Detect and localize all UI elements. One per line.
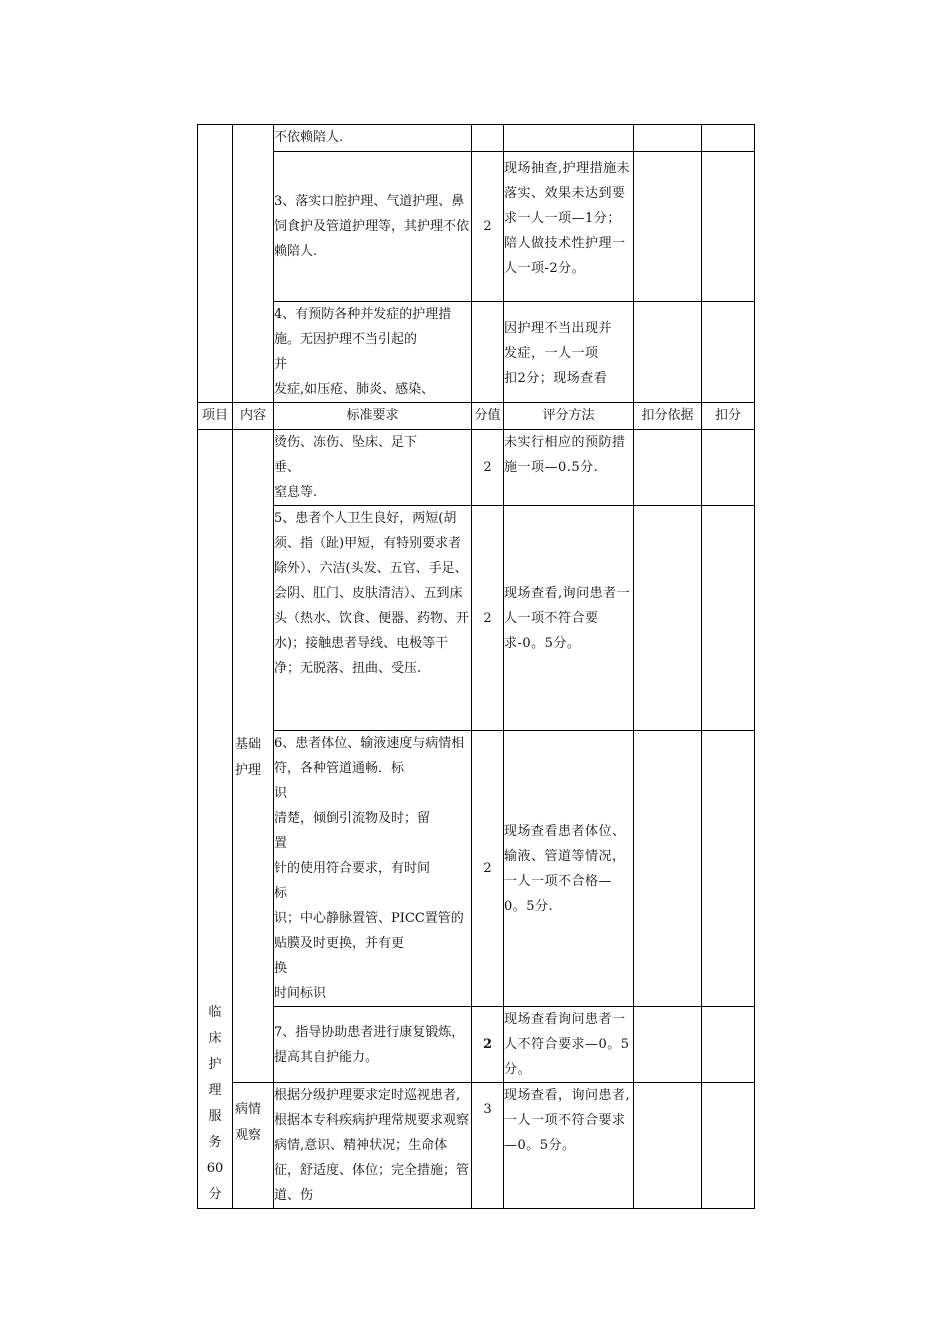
basis-cell xyxy=(634,302,702,403)
basis-cell xyxy=(634,152,702,302)
deduct-cell xyxy=(702,430,755,506)
item-char: 服 xyxy=(208,1109,222,1124)
score-cell: 2 xyxy=(472,1007,504,1083)
standard-cell: 3、落实口腔护理、气道护理、鼻饲食护及管道护理等，其护理不依赖陪人. xyxy=(274,152,472,302)
content-cell-continued xyxy=(233,125,274,403)
basis-cell xyxy=(634,731,702,1007)
deduct-cell xyxy=(702,731,755,1007)
header-deduct: 扣分 xyxy=(702,403,755,430)
item-char: 60 xyxy=(206,1161,224,1176)
method-cell xyxy=(504,125,634,152)
score-cell: 3 xyxy=(472,1083,504,1209)
header-content: 内容 xyxy=(233,403,274,430)
deduct-cell xyxy=(702,1007,755,1083)
standard-cell: 7、指导协助患者进行康复锻炼，提高其自护能力。 xyxy=(274,1007,472,1083)
method-cell: 现场查看询问患者一人不符合要求—0。5分。 xyxy=(504,1007,634,1083)
score-cell xyxy=(472,302,504,403)
deduct-cell xyxy=(702,506,755,731)
deduct-cell xyxy=(702,152,755,302)
header-standard: 标准要求 xyxy=(274,403,472,430)
content-label: 基础护理 xyxy=(235,737,262,778)
header-basis: 扣分依据 xyxy=(634,403,702,430)
standard-cell: 4、有预防各种并发症的护理措施。无因护理不当引起的 并 发症,如压疮、肺炎、感染、 xyxy=(274,302,472,403)
item-char: 务 xyxy=(208,1135,222,1150)
score-cell xyxy=(472,125,504,152)
score-cell: 2 xyxy=(472,152,504,302)
standard-cell: 根据分级护理要求定时巡视患者,根据本专科疾病护理常规要求观察病情,意识、精神状况；生命体征，舒适度、体位；完全措施；管道、伤 xyxy=(274,1083,472,1209)
score-cell: 2 xyxy=(472,731,504,1007)
score-cell: 2 xyxy=(472,430,504,506)
content-observation xyxy=(233,1083,274,1209)
standard-cell: 6、患者体位、输液速度与病情相符，各种管道通畅．标 识 清楚，倾倒引流物及时；留 置 针的使用符合要求，有时间 标 识；中心静脉置管、PICC置管的贴膜及时更换，并有更 换 时间标识 xyxy=(274,731,472,1007)
header-item: 项目 xyxy=(198,403,233,430)
item-cell-continued xyxy=(198,125,233,403)
method-cell: 因护理不当出现并 发症，一人一项 扣2分；现场查看 xyxy=(504,302,634,403)
basis-cell xyxy=(634,430,702,506)
method-cell: 现场查看，询问患者,一人一项不符合要求—0。5分。 xyxy=(504,1083,634,1209)
item-char: 护 xyxy=(208,1057,222,1072)
header-score: 分值 xyxy=(472,403,504,430)
table-header-row xyxy=(198,403,755,430)
item-label xyxy=(198,430,233,1209)
item-char: 理 xyxy=(208,1083,222,1098)
standard-cell: 5、患者个人卫生良好，两短(胡须、指（趾)甲短，有特别要求者除外）、六洁(头发、五官、手足、会阴、肛门、皮肤清洁）、五到床头（热水、饮食、便器、药物、开水)；接触患者导线、电极等干净；无脱落、扭曲、受压. xyxy=(274,506,472,731)
basis-cell xyxy=(634,1007,702,1083)
basis-cell xyxy=(634,1083,702,1209)
standard-cell: 不依赖陪人. xyxy=(274,125,472,152)
method-cell: 现场查看,询问患者一人一项不符合要求-0。5分。 xyxy=(504,506,634,731)
item-char: 床 xyxy=(208,1031,222,1046)
score-cell: 2 xyxy=(472,506,504,731)
content-basic-care xyxy=(233,430,274,1083)
deduct-cell xyxy=(702,125,755,152)
method-cell: 未实行相应的预防措施一项—0.5分. xyxy=(504,430,634,506)
deduct-cell xyxy=(702,302,755,403)
standard-cell: 烫伤、冻伤、坠床、足下 垂、 窒息等. xyxy=(274,430,472,506)
method-cell: 现场查看患者体位、输液、管道等情况，一人一项不合格—0。5分. xyxy=(504,731,634,1007)
content-label: 病情观察 xyxy=(235,1102,262,1143)
item-char: 临 xyxy=(208,1005,222,1020)
header-method: 评分方法 xyxy=(504,403,634,430)
evaluation-table xyxy=(197,124,755,1209)
deduct-cell xyxy=(702,1083,755,1209)
method-cell: 现场抽查,护理措施未落实、效果未达到要求一人一项—1分；陪人做技术性护理一人一项-2分。 xyxy=(504,152,634,302)
basis-cell xyxy=(634,125,702,152)
item-char: 分 xyxy=(208,1187,222,1202)
basis-cell xyxy=(634,506,702,731)
